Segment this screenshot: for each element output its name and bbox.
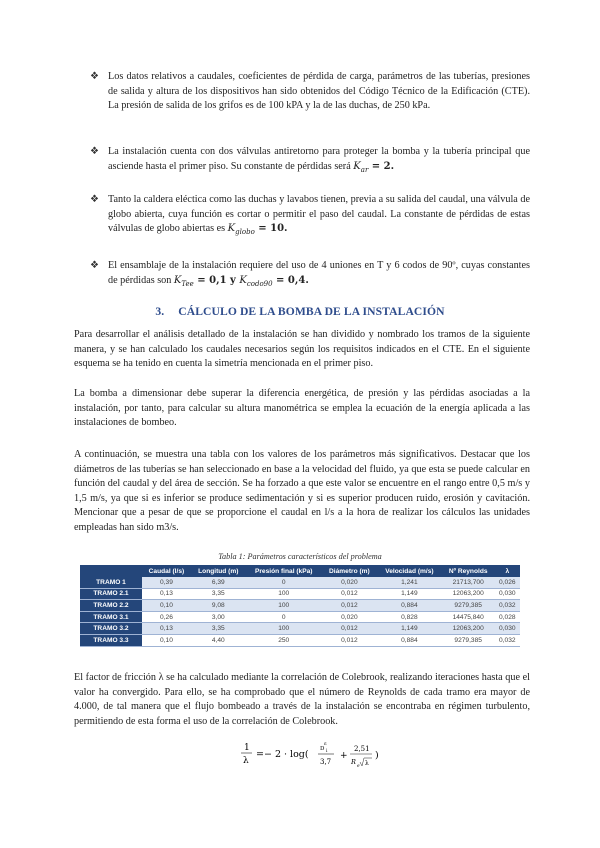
table-cell: 0,10 [142,600,191,612]
table-row-header: TRAMO 2.2 [80,600,142,612]
formula-graphic [240,740,400,770]
table-cell: 0,020 [322,577,377,588]
table-header-row [80,565,520,577]
table-row [80,600,520,612]
formula-re-sub: e [357,764,360,769]
paragraph-tramos: Para desarrollar el análisis detallado de la instalación se han dividido y nombrado los tramos de la siguiente manera, y se han calculado los caudales necesarios según los requisitos indicados en el CTE. En el siguiente esquema se ha tenido en cuenta la simetría mencionada en el primer piso. [74,329,530,370]
formula-d-sub: i [326,749,328,754]
table-row-header: TRAMO 3.2 [80,623,142,635]
diamond-bullet-icon: ❖ [90,260,99,271]
table-cell: 0,10 [142,634,191,646]
bullet-text-part: La instalación cuenta con dos válvulas antiretorno para proteger la bomba y la tubería principal que asciende hasta el primer piso. Su constante de pérdidas será [108,146,530,172]
table-caption: Tabla 1: Parámetros característicos del problema [218,552,382,561]
table-cell: 0,030 [495,623,520,635]
table-cell: 9279,385 [442,600,495,612]
formula-epsilon: ε [324,741,327,747]
table-row-header: TRAMO 3.1 [80,611,142,623]
table-header-cell [80,565,142,577]
diamond-bullet-icon: ❖ [90,194,99,205]
table-cell: 0,032 [495,634,520,646]
formula-sqrt-lambda: λ [365,760,369,767]
bullet-fittings [90,259,530,291]
table-row [80,577,520,588]
table-cell: 3,35 [191,588,246,600]
formula-close-paren: ) [375,750,379,761]
table-cell: 1,149 [377,588,442,600]
table-cell: 0,13 [142,623,191,635]
formula-d: D [320,746,325,752]
table-row-header: TRAMO 3.3 [80,634,142,646]
table-cell: 3,35 [191,623,246,635]
table-cell: 0,012 [322,634,377,646]
table-cell: 100 [246,588,322,600]
table-cell: 0 [246,611,322,623]
math-k-ar: $K_{ar} = 2$. [353,160,395,174]
formula-plus: + [340,751,348,761]
bullet-data-sources [90,70,530,114]
table-cell: 0,884 [377,634,442,646]
colebrook-formula [240,740,400,770]
bullet-text-part: Tanto la caldera eléctica como las duchas y lavabos tienen, previa a su salida del caudal, una válvula de globo abierta, cuya función es cortar o permitir el paso del caudal. La constante de pérdidas de estas válvulas de globo abiertas es [108,194,530,235]
table-cell: 0,012 [322,623,377,635]
formula-term1-denominator: 3,7 [320,758,332,766]
paragraph-colebrook: El factor de fricción λ se ha calculado mediante la correlación de Colebrook, realizando iteraciones hasta que el valor ha convergido. Para ello, se ha comprobado que el número de Reynolds de cada tramo era mayor de 4.000, de tal manera que el flujo bombeado a través de la instalación se encontraba en régimen turbulento, permitiendo de esta forma el uso de la correlación de Colebrook. [74,672,530,727]
formula-equals-log: =− 2 · log( [256,749,309,760]
section-heading [0,305,600,318]
table-header-cell: Velocidad (m/s) [377,565,442,577]
table-cell: 0 [246,577,322,588]
formula-term2-numerator: 2,51 [354,745,370,753]
table-header-cell: Caudal (l/s) [142,565,191,577]
diamond-bullet-icon: ❖ [90,146,99,157]
table-cell: 0,030 [495,588,520,600]
table-cell: 4,40 [191,634,246,646]
table-cell: 0,012 [322,588,377,600]
paragraph-bomba: La bomba a dimensionar debe superar la diferencia energética, de presión y las pérdidas asociadas a la instalación, por tanto, para calcular su altura manométrica se emplea la ecuación de la energía aplicada a las instalaciones de bombeo. [74,388,530,429]
math-k-tee: $K_{Tee} = 0,1$ y $K_{codo90} = 0,4$. [173,274,309,288]
table-cell: 0,13 [142,588,191,600]
table-cell: 100 [246,623,322,635]
bullet-text: Los datos relativos a caudales, coeficientes de pérdida de carga, parámetros de las tuberías, presiones de salida y altura de los dispositivos han sido obtenidos del Código Técnico de la Edificación (CTE). La presión de salida de los grifos es de 100 kPA y la de las duchas, de 250 kPa. [108,71,530,112]
table-header-cell: λ [495,565,520,577]
table-header-cell: Nº Reynolds [442,565,495,577]
table-cell: 0,39 [142,577,191,588]
table-header-cell: Diámetro (m) [322,565,377,577]
bullet-text [108,145,530,177]
table-cell: 14475,840 [442,611,495,623]
table-cell: 0,026 [495,577,520,588]
bullet-text [108,259,530,291]
table-cell: 9279,385 [442,634,495,646]
table-cell: 12063,200 [442,623,495,635]
section-number: 3. [155,305,165,318]
table-header-cell: Longitud (m) [191,565,246,577]
bullet-text [108,193,530,240]
table-row-header: TRAMO 2.1 [80,588,142,600]
table-cell: 0,032 [495,600,520,612]
bullet-globe-valves [90,193,530,240]
table-cell: 0,26 [142,611,191,623]
table-cell: 0,020 [322,611,377,623]
table-row [80,623,520,635]
bullet-text-part: El ensamblaje de la instalación requiere del uso de 4 uniones en T y 6 codos de 90º, cuyas constantes de pérdidas son [108,260,530,286]
table-cell: 250 [246,634,322,646]
table-row [80,588,520,600]
table-header-cell: Presión final (kPa) [246,565,322,577]
table-cell: 12063,200 [442,588,495,600]
table-cell: 1,241 [377,577,442,588]
math-k-globo: $K_{globo} = 10$. [227,223,288,237]
formula-re: R [351,758,356,766]
table-row [80,634,520,646]
table-cell: 0,884 [377,600,442,612]
bullet-check-valves [90,145,530,177]
table-cell: 9,08 [191,600,246,612]
table-cell: 0,028 [495,611,520,623]
paragraph-tabla-intro: A continuación, se muestra una tabla con los valores de los parámetros más significativos. Destacar que los diámetros de las tuberías se han seleccionado en base a la velocidad del fluido, ya que esta se puede calcular en función del caudal y del área de sección. Se ha forzado a que este valor se encuentre en el rango entre 0,5 m/s y 1,5 m/s, ya que si es inferior se produce sedimentación y si es superior producen ruido, erosión y cavitación. Mencionar que a pesar de que se proporcione el caudal en l/s a la hora de realizar los cálculos las unidades empleadas han sido m3/s. [74,449,530,533]
table-cell: 1,149 [377,623,442,635]
table-cell: 0,012 [322,600,377,612]
table-cell: 3,00 [191,611,246,623]
table-cell: 6,39 [191,577,246,588]
table-cell: 0,828 [377,611,442,623]
table-row [80,611,520,623]
table-cell: 21713,700 [442,577,495,588]
formula-lhs-denominator: λ [243,756,249,766]
section-title: CÁLCULO DE LA BOMBA DE LA INSTALACIÓN [178,305,445,318]
table-cell: 100 [246,600,322,612]
table-row-header: TRAMO 1 [80,577,142,588]
diamond-bullet-icon: ❖ [90,71,99,82]
formula-lhs-numerator: 1 [244,743,250,753]
parameters-table [80,565,520,647]
